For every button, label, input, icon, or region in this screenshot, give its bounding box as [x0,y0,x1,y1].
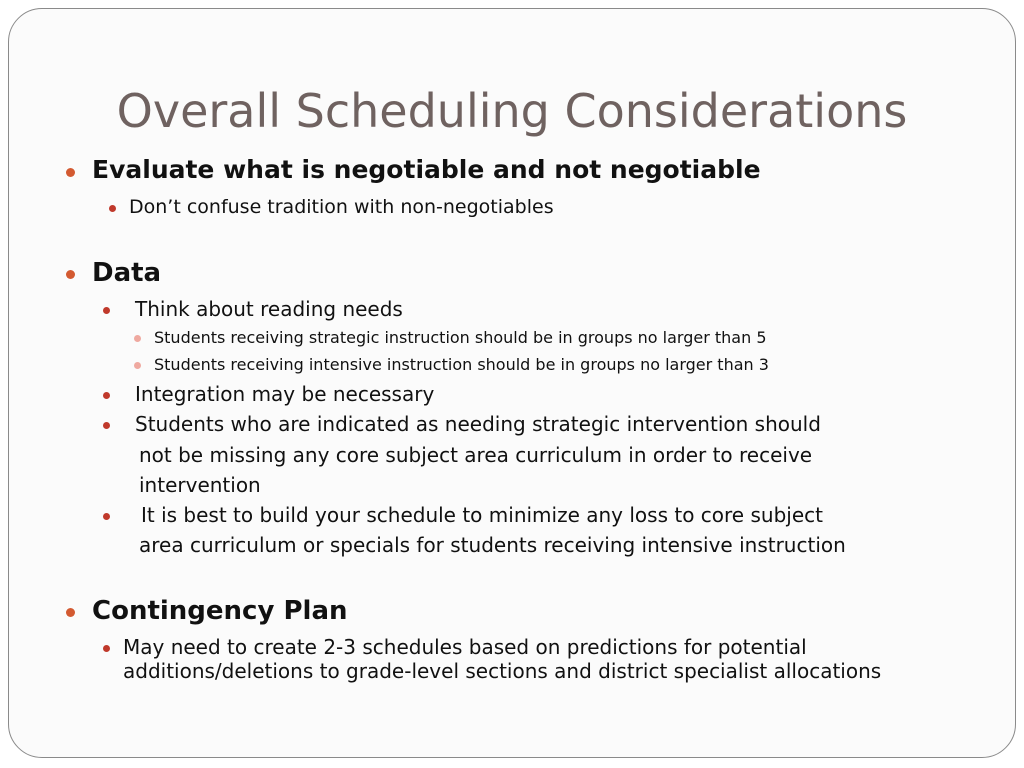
bullet-contingency: Contingency Plan [92,596,348,626]
sub-bullet-icon [103,645,110,652]
third-bullet-intensive-groups: Students receiving intensive instruction should be in groups no larger than 3 [154,355,769,374]
sub-bullet-schedules-line-1: May need to create 2-3 schedules based on predictions for potential [123,635,807,659]
third-bullet-icon [134,335,141,342]
sub-bullet-strategic-line-2: not be missing any core subject area curriculum in order to receive [139,443,813,467]
sub-bullet-best-line-1: It is best to build your schedule to minimize any loss to core subject [141,503,823,527]
third-bullet-icon [134,362,141,369]
sub-bullet-strategic-line-1: Students who are indicated as needing strategic intervention should [135,412,821,436]
bullet-icon [66,608,75,617]
sub-bullet-tradition: Don’t confuse tradition with non-negotiables [129,196,554,218]
sub-bullet-integration: Integration may be necessary [135,382,435,406]
sub-bullet-strategic-line-3: intervention [139,473,261,497]
sub-bullet-icon [103,513,110,520]
third-bullet-strategic-groups: Students receiving strategic instruction should be in groups no larger than 5 [154,328,767,347]
bullet-data: Data [92,258,162,288]
slide-title: Overall Scheduling Considerations [116,84,908,138]
sub-bullet-best-line-2: area curriculum or specials for students receiving intensive instruction [139,533,846,557]
sub-bullet-icon [103,392,110,399]
bullet-icon [66,168,75,177]
sub-bullet-icon [103,422,110,429]
bullet-icon [66,270,75,279]
sub-bullet-icon [103,307,110,314]
sub-bullet-reading: Think about reading needs [135,297,403,321]
bullet-evaluate: Evaluate what is negotiable and not negotiable [92,155,761,184]
sub-bullet-schedules-line-2: additions/deletions to grade-level sections and district specialist allocations [123,659,882,683]
sub-bullet-icon [109,205,116,212]
